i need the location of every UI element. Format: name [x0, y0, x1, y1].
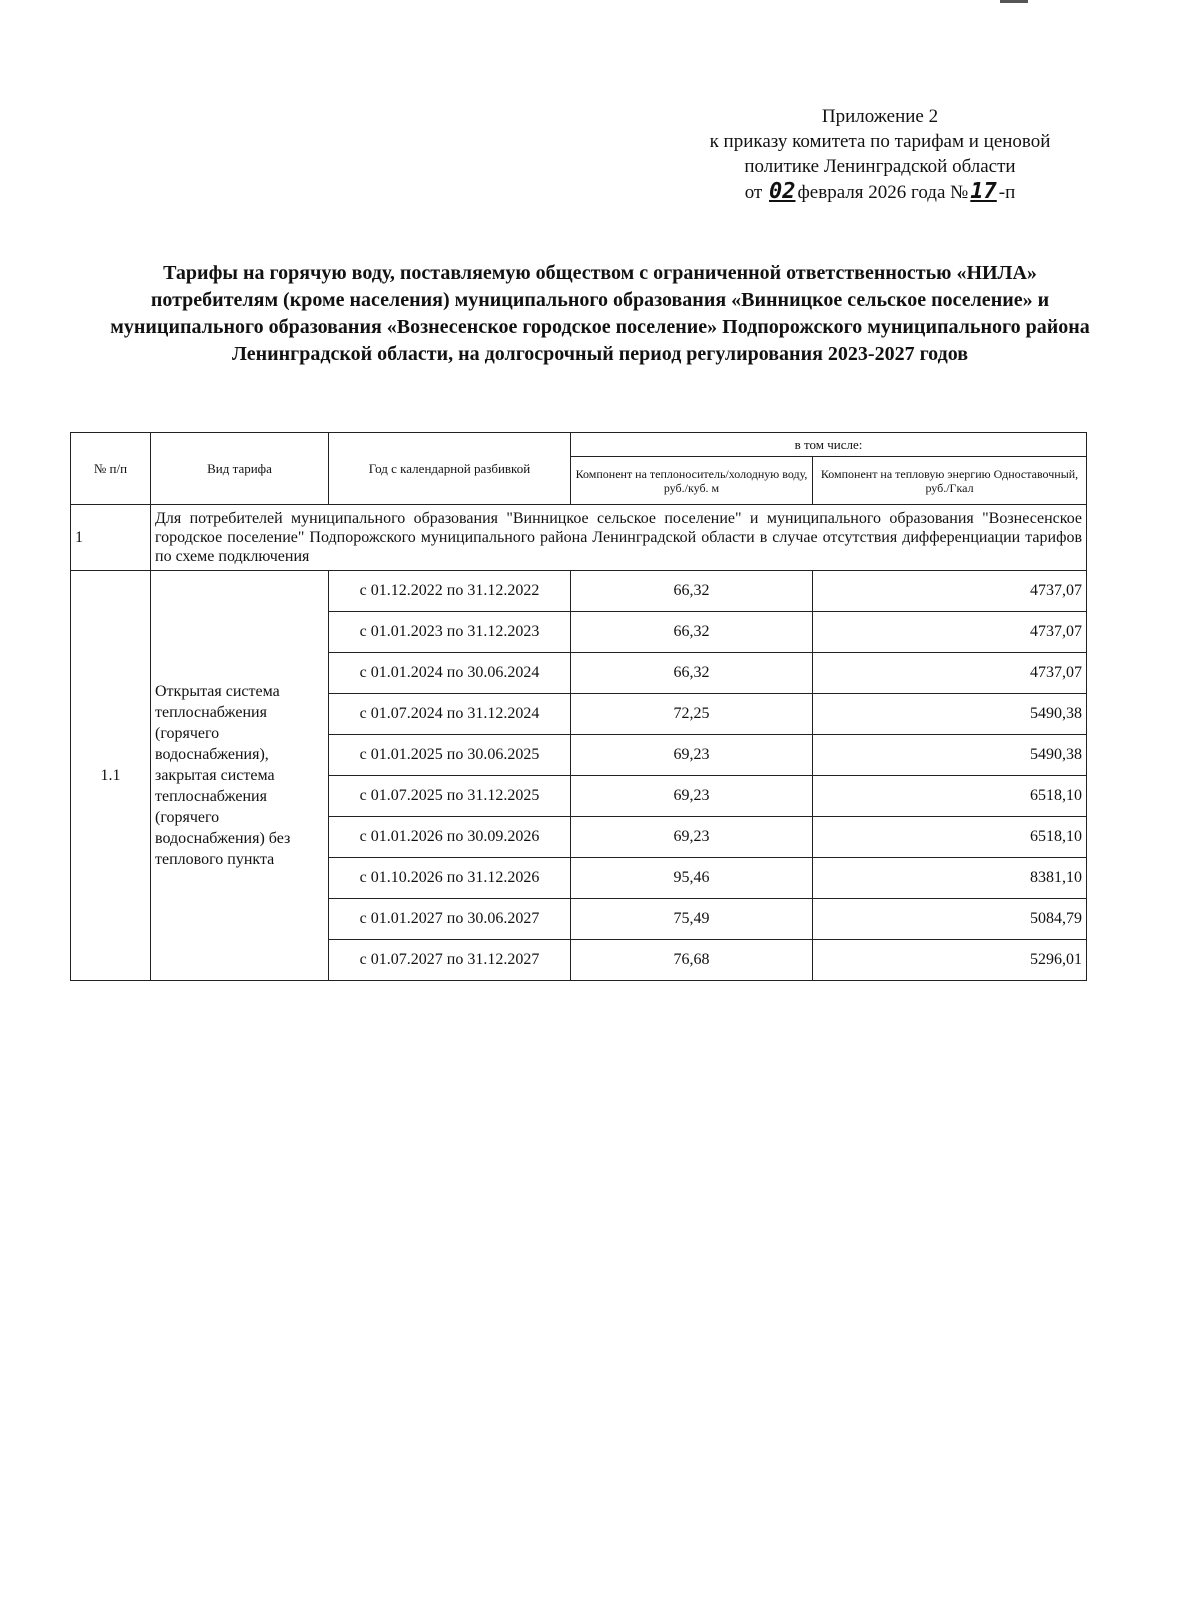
period-cell: с 01.07.2025 по 31.12.2025 — [329, 776, 571, 817]
header-component-water: Компонент на теплоноситель/холодную воду, руб./куб. м — [571, 457, 813, 505]
heat-component-cell: 4737,07 — [813, 612, 1087, 653]
heat-component-cell: 5490,38 — [813, 735, 1087, 776]
heat-component-cell: 5490,38 — [813, 694, 1087, 735]
group-tariff-type: Открытая система теплоснабжения (горячего водоснабжения), закрытая система теплоснабжения (горячего водоснабжения) без теплового пункта — [151, 571, 329, 981]
appendix-line-3: политике Ленинградской области — [744, 156, 1016, 177]
water-component-cell: 69,23 — [571, 776, 813, 817]
appendix-middle: февраля 2026 года № — [797, 182, 969, 203]
period-cell: с 01.01.2025 по 30.06.2025 — [329, 735, 571, 776]
table-row — [71, 571, 1087, 612]
heat-component-cell: 5084,79 — [813, 899, 1087, 940]
document-title: Тарифы на горячую воду, поставляемую обществом с ограниченной ответственностью «НИЛА» потребителям (кроме населения) муниципального образования «Винницкое сельское поселение» и муниципального образования «Вознесенское городское поселение» Подпорожского муниципального района Ленинградской области, на долгосрочный период регулирования 2023-2027 годов — [110, 262, 1090, 365]
scan-artifact — [1000, 0, 1028, 3]
period-cell: с 01.12.2022 по 31.12.2022 — [329, 571, 571, 612]
handwritten-day: 02 — [769, 179, 796, 204]
water-component-cell: 76,68 — [571, 940, 813, 981]
water-component-cell: 66,32 — [571, 571, 813, 612]
water-component-cell: 66,32 — [571, 653, 813, 694]
table-body — [71, 571, 1087, 981]
heat-component-cell: 4737,07 — [813, 571, 1087, 612]
period-cell: с 01.01.2027 по 30.06.2027 — [329, 899, 571, 940]
heat-component-cell: 6518,10 — [813, 817, 1087, 858]
heat-component-cell: 4737,07 — [813, 653, 1087, 694]
header-num: № п/п — [71, 433, 151, 505]
section-text: Для потребителей муниципального образования "Винницкое сельское поселение" и муниципального образования "Вознесенское городское поселение" Подпорожского муниципального района Ленинградской области в случае отсутствия дифференциации тарифов по схеме подключения — [151, 505, 1087, 571]
heat-component-cell: 6518,10 — [813, 776, 1087, 817]
appendix-line-4 — [640, 179, 1120, 205]
period-cell: с 01.07.2027 по 31.12.2027 — [329, 940, 571, 981]
group-num: 1.1 — [71, 571, 151, 981]
section-row — [71, 505, 1087, 571]
water-component-cell: 69,23 — [571, 817, 813, 858]
tariff-table — [70, 432, 1087, 981]
heat-component-cell: 8381,10 — [813, 858, 1087, 899]
water-component-cell: 75,49 — [571, 899, 813, 940]
appendix-prefix: от — [744, 182, 763, 203]
period-cell: с 01.10.2026 по 31.12.2026 — [329, 858, 571, 899]
water-component-cell: 95,46 — [571, 858, 813, 899]
period-cell: с 01.01.2023 по 31.12.2023 — [329, 612, 571, 653]
header-including: в том числе: — [571, 433, 1087, 457]
water-component-cell: 69,23 — [571, 735, 813, 776]
table-header-row — [71, 433, 1087, 457]
water-component-cell: 66,32 — [571, 612, 813, 653]
water-component-cell: 72,25 — [571, 694, 813, 735]
period-cell: с 01.01.2024 по 30.06.2024 — [329, 653, 571, 694]
header-year: Год с календарной разбивкой — [329, 433, 571, 505]
appendix-line-2: к приказу комитета по тарифам и ценовой — [709, 131, 1051, 152]
section-num: 1 — [71, 505, 151, 571]
heat-component-cell: 5296,01 — [813, 940, 1087, 981]
appendix-suffix: -п — [998, 182, 1016, 203]
appendix-header — [640, 104, 1120, 205]
appendix-line-1: Приложение 2 — [821, 106, 939, 127]
period-cell: с 01.07.2024 по 31.12.2024 — [329, 694, 571, 735]
header-type: Вид тарифа — [151, 433, 329, 505]
header-component-heat: Компонент на тепловую энергию Одноставочный, руб./Гкал — [813, 457, 1087, 505]
handwritten-number: 17 — [970, 179, 997, 204]
period-cell: с 01.01.2026 по 30.09.2026 — [329, 817, 571, 858]
